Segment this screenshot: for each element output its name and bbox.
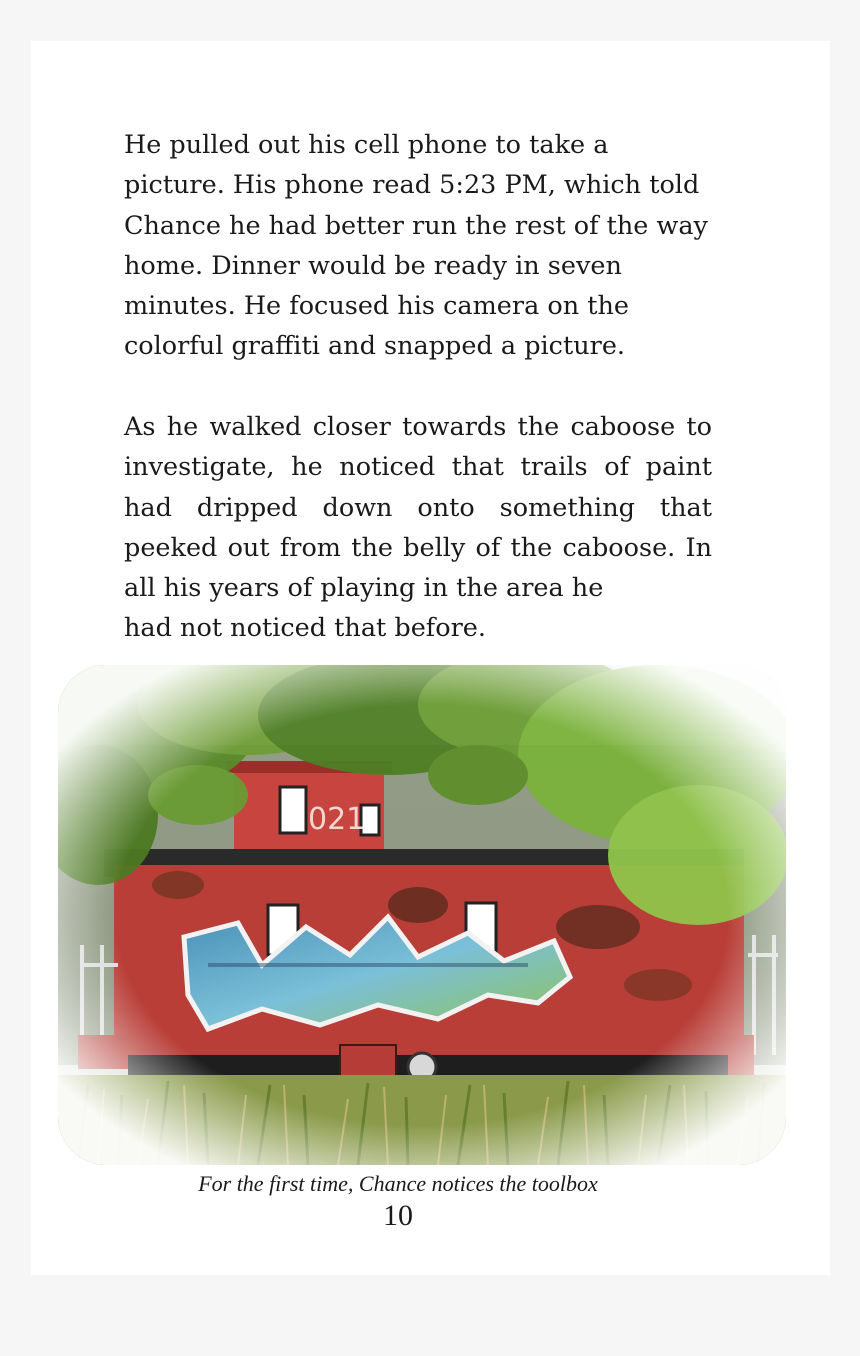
caboose-illustration <box>58 665 786 1165</box>
illustration-caption: For the first time, Chance notices the toolbox <box>198 1171 598 1196</box>
book-page <box>31 41 830 1275</box>
caboose-graffiti-picture <box>58 665 786 1165</box>
paragraph-2-last-line: had not noticed that before. <box>124 613 486 644</box>
paragraph-2 <box>124 407 712 649</box>
paragraph-1: He pulled out his cell phone to take a picture. His phone read 5:23 PM, which told Chance he had better run the rest of the way home. Dinner would be ready in seven minutes. He focused his camera on the colorful graffiti and snapped a picture. <box>124 130 708 362</box>
page-number: 10 <box>383 1199 413 1232</box>
paragraph-2-body: As he walked closer towards the caboose to investigate, he noticed that trails of paint had dripped down onto something that peeked out from the belly of the caboose. In all his years of playing in the area he <box>124 412 712 604</box>
